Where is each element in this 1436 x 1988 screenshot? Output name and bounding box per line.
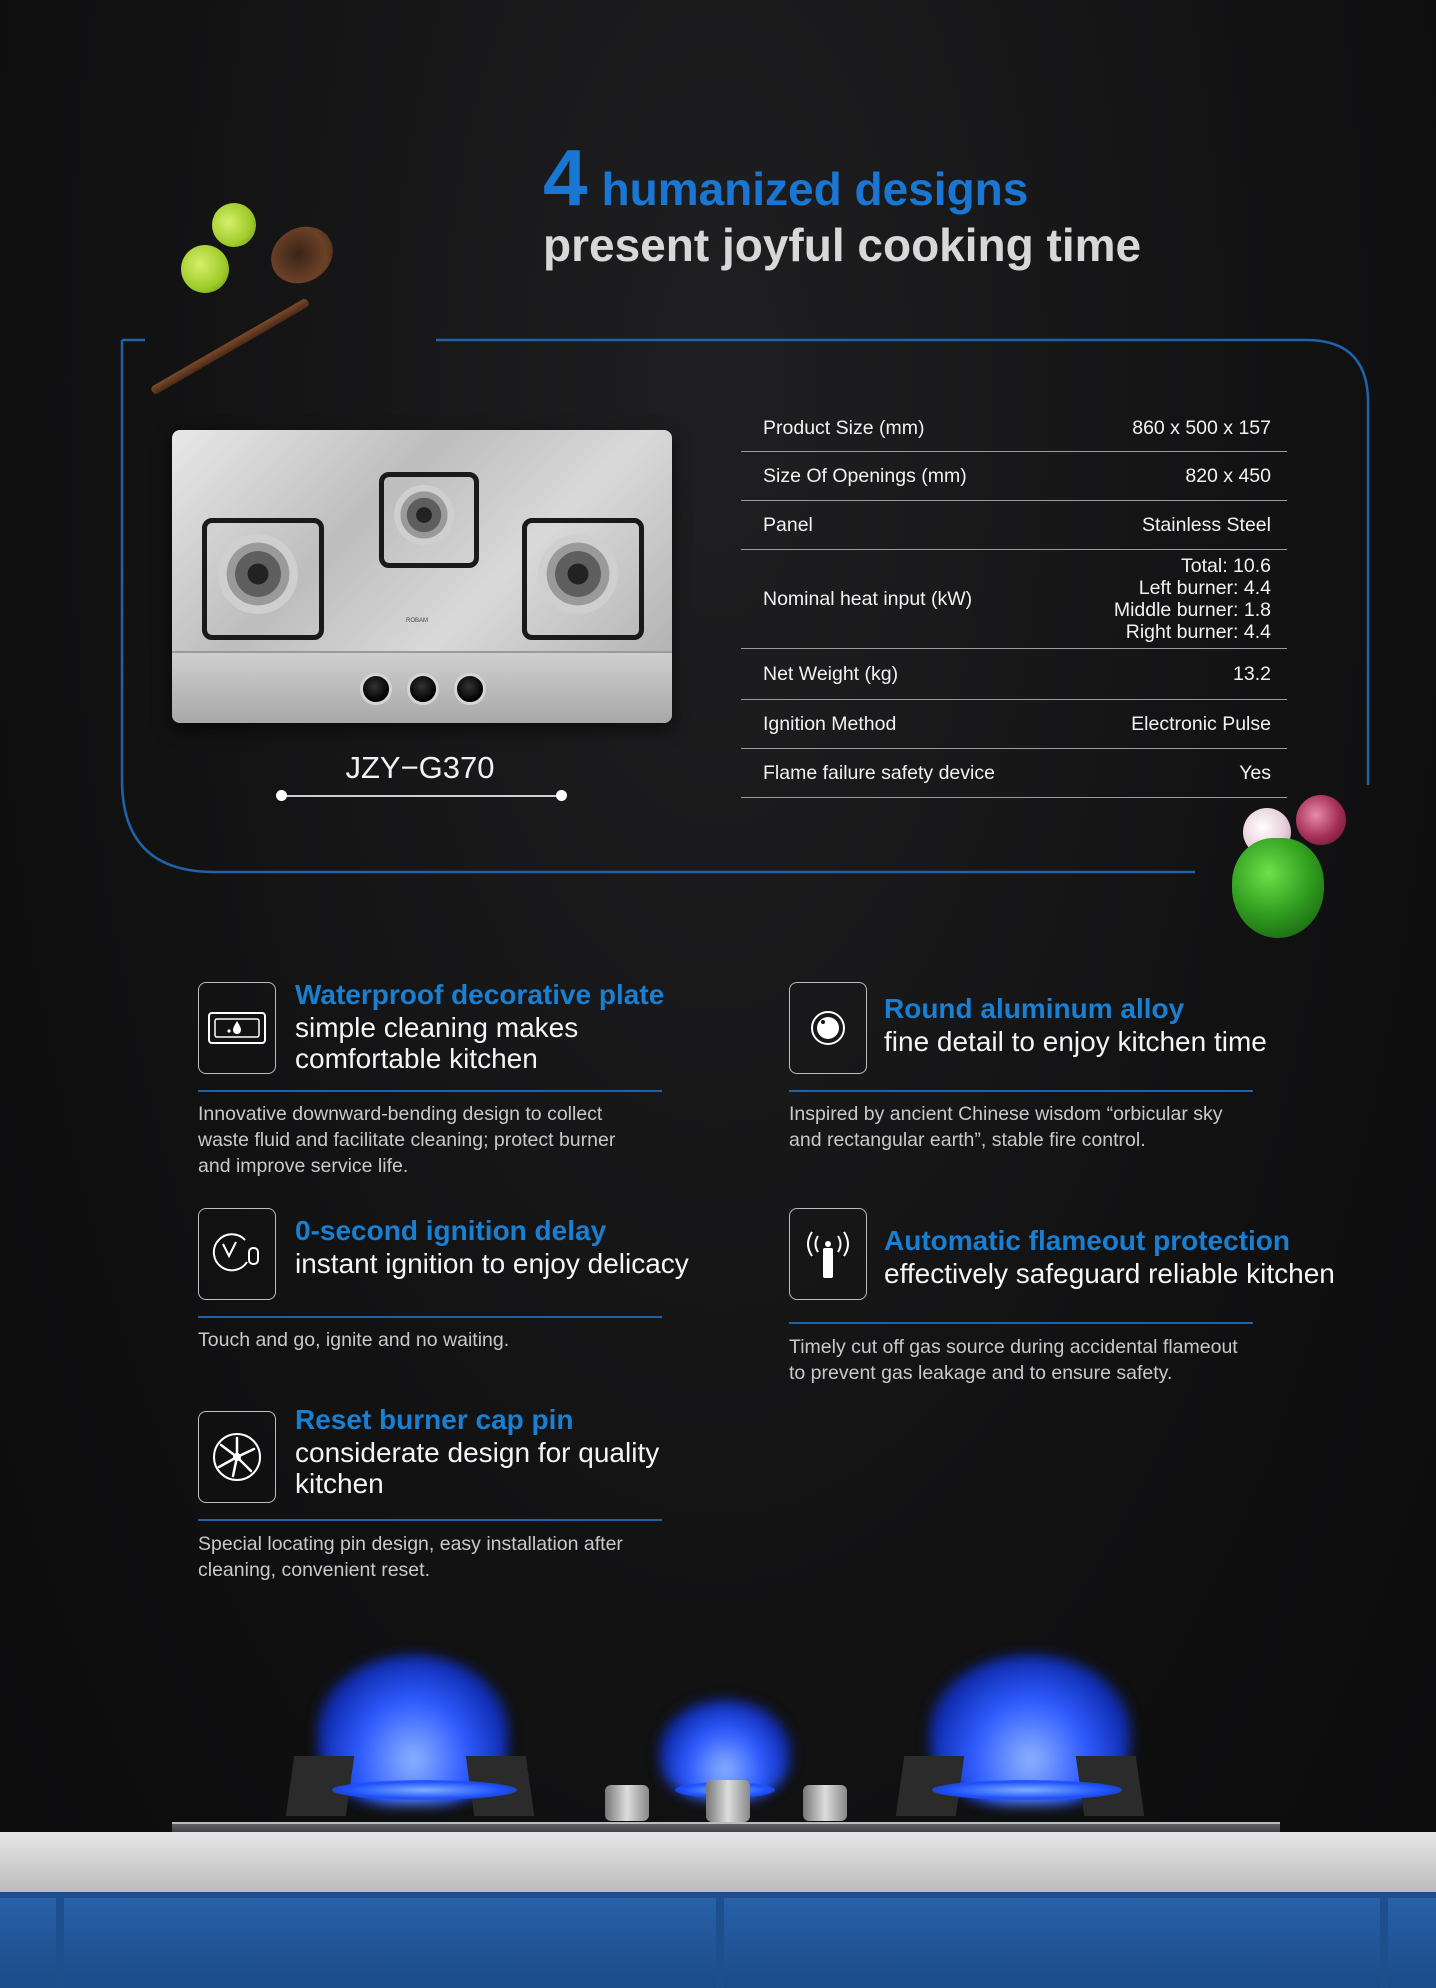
spec-value-line: Left burner: 4.4 (1138, 577, 1271, 599)
marble-countertop (0, 1832, 1436, 1892)
underline-dot (276, 790, 287, 801)
description-line: waste fluid and facilitate cleaning; protect burner (198, 1129, 616, 1151)
feature-subtitle: comfortable kitchen (295, 1043, 538, 1074)
headline-text: humanized designs (601, 163, 1029, 215)
model-underline (282, 795, 562, 797)
spec-label: Flame failure safety device (763, 761, 995, 784)
feature-waterproof (295, 978, 815, 1074)
spec-value-line: Right burner: 4.4 (1125, 621, 1271, 643)
feature-description (198, 1101, 718, 1179)
cabinet-door (724, 1898, 1380, 1988)
feature-cap-pin (295, 1403, 815, 1499)
spec-value: Yes (1239, 761, 1271, 784)
flameout-sensor-icon (789, 1208, 867, 1300)
model-name: JZY−G370 (345, 750, 495, 785)
feature-divider (198, 1090, 662, 1092)
spec-row (741, 405, 1287, 452)
description-line: cleaning, convenient reset. (198, 1559, 430, 1581)
feature-ignition (295, 1214, 815, 1279)
control-knob (706, 1780, 750, 1822)
spec-row (741, 700, 1287, 749)
feature-title: Round aluminum alloy (884, 993, 1185, 1024)
feature-subtitle: simple cleaning makes (295, 1012, 579, 1043)
control-knob (803, 1785, 847, 1821)
knob-middle (407, 673, 439, 705)
feature-flameout (884, 1224, 1404, 1289)
spec-row (741, 501, 1287, 550)
feature-title: Waterproof decorative plate (295, 979, 665, 1010)
description-line: and improve service life. (198, 1155, 409, 1177)
spec-value-list (1114, 555, 1271, 643)
spec-label: Net Weight (kg) (763, 662, 899, 685)
burner-ring-right (932, 1780, 1122, 1800)
feature-subtitle: effectively safeguard reliable kitchen (884, 1258, 1335, 1289)
feature-title: Reset burner cap pin (295, 1404, 574, 1435)
subheadline: present joyful cooking time (543, 219, 1142, 271)
spec-label: Ignition Method (763, 712, 897, 735)
feature-description (198, 1327, 718, 1353)
feature-title: 0-second ignition delay (295, 1215, 607, 1246)
spec-label: Nominal heat input (kW) (763, 587, 973, 610)
spec-value: 820 x 450 (1185, 464, 1271, 487)
description-line: Inspired by ancient Chinese wisdom “orbicular sky (789, 1103, 1223, 1125)
knob-right (454, 673, 486, 705)
spec-row (741, 550, 1287, 649)
feature-subtitle: instant ignition to enjoy delicacy (295, 1248, 689, 1279)
feature-title: Automatic flameout protection (884, 1225, 1291, 1256)
knob-left (360, 673, 392, 705)
feature-divider (198, 1316, 662, 1318)
feature-divider (198, 1519, 662, 1521)
feature-description (198, 1531, 718, 1583)
feature-divider (789, 1322, 1253, 1324)
underline-dot (556, 790, 567, 801)
middle-burner (394, 485, 454, 545)
spec-row (741, 749, 1287, 798)
description-line: Touch and go, ignite and no waiting. (198, 1329, 510, 1351)
spec-value: Electronic Pulse (1131, 712, 1271, 735)
front-panel (172, 651, 672, 723)
spec-row (741, 649, 1287, 700)
spec-label: Panel (763, 513, 813, 536)
green-pepper-image (1232, 838, 1324, 938)
spec-value-line: Middle burner: 1.8 (1113, 599, 1271, 621)
burner-cap-pin-icon (198, 1411, 276, 1503)
cabinet-door (0, 1898, 56, 1988)
cooktop-product-image (172, 430, 672, 723)
timer-zero-icon (198, 1208, 276, 1300)
feature-aluminum (884, 992, 1404, 1057)
spec-table (741, 405, 1287, 798)
description-line: and rectangular earth”, stable fire control. (789, 1129, 1146, 1151)
round-knob-icon (789, 982, 867, 1074)
burner-ring-left (332, 1780, 517, 1800)
waterproof-plate-icon (198, 982, 276, 1074)
description-line: Special locating pin design, easy installation after (198, 1533, 623, 1555)
description-line: Innovative downward-bending design to collect (198, 1103, 603, 1125)
spec-value: 860 x 500 x 157 (1132, 416, 1271, 439)
spec-value: 13.2 (1233, 662, 1271, 685)
spec-label: Size Of Openings (mm) (763, 464, 967, 487)
description-line: to prevent gas leakage and to ensure safety. (789, 1362, 1173, 1384)
onion-image (1296, 795, 1346, 845)
feature-subtitle: considerate design for quality (295, 1437, 660, 1468)
brand-badge: ROBAM (406, 618, 429, 624)
spec-label: Product Size (mm) (763, 416, 925, 439)
cabinet-door (64, 1898, 716, 1988)
headline-number: 4 (543, 133, 588, 222)
description-line: Timely cut off gas source during accidental flameout (789, 1336, 1238, 1358)
spec-row (741, 452, 1287, 501)
feature-description (789, 1101, 1309, 1153)
control-knob (605, 1785, 649, 1821)
feature-subtitle: fine detail to enjoy kitchen time (884, 1026, 1267, 1057)
feature-divider (789, 1090, 1253, 1092)
right-burner (538, 534, 618, 614)
feature-description (789, 1334, 1309, 1386)
spec-value: Stainless Steel (1142, 513, 1271, 536)
left-burner (218, 534, 298, 614)
feature-subtitle: kitchen (295, 1468, 384, 1499)
cabinet-door (1388, 1898, 1436, 1988)
spec-value-line: Total: 10.6 (1181, 555, 1271, 577)
